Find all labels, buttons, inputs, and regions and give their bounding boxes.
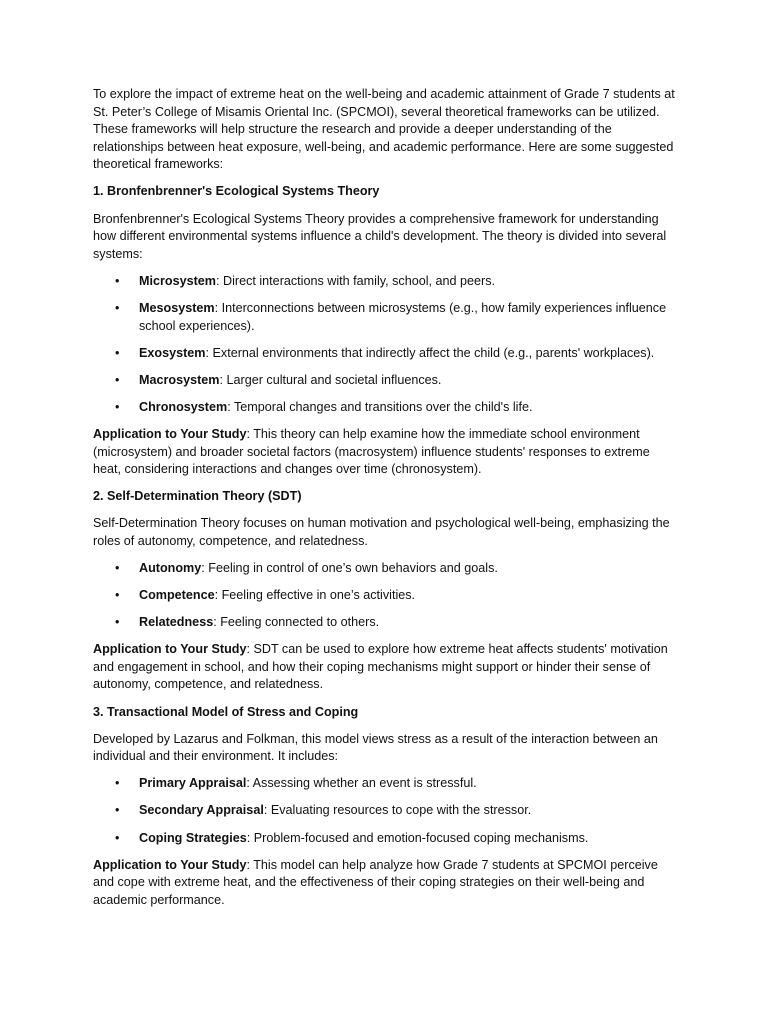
list-item-term: Coping Strategies — [139, 830, 247, 845]
list-item-term: Primary Appraisal — [139, 776, 247, 791]
list-item — [115, 300, 676, 335]
application-paragraph — [93, 426, 676, 479]
list-item-text: : Interconnections between microsystems (e.g., how family experiences influence school experiences). — [139, 300, 667, 333]
section-transactional-model — [93, 704, 676, 910]
list-item-term: Secondary Appraisal — [139, 803, 264, 818]
bullet-icon: • — [115, 830, 120, 845]
list-item-text: : Larger cultural and societal influences. — [219, 372, 442, 387]
bullet-icon: • — [115, 399, 120, 414]
section-ecological-systems — [93, 183, 676, 478]
list-item-text: : Assessing whether an event is stressful. — [246, 776, 477, 791]
bullet-icon: • — [115, 776, 120, 791]
list-item-text: : Feeling in control of one’s own behaviors and goals. — [201, 560, 498, 575]
list-item — [115, 372, 676, 390]
list-item — [115, 775, 676, 793]
application-label: Application to Your Study — [93, 426, 247, 441]
section-description: Bronfenbrenner's Ecological Systems Theory provides a comprehensive framework for understanding how different environmental systems influence a child's development. The theory is divided into several systems: — [93, 211, 667, 261]
bullet-icon: • — [115, 300, 120, 315]
bullet-icon: • — [115, 803, 120, 818]
section-heading: 2. Self-Determination Theory (SDT) — [93, 489, 302, 504]
list-item-text: : Feeling effective in one’s activities. — [214, 588, 416, 603]
list-item — [115, 273, 676, 291]
application-text: : This theory can help examine how the immediate school environment (microsystem) and broader societal factors (macrosystem) influence students' responses to extreme heat, considering interactions and changes over time (chronosystem). — [93, 426, 650, 477]
list-item — [115, 830, 676, 848]
list-item — [115, 614, 676, 632]
bullet-icon: • — [115, 273, 120, 288]
list-item-term: Relatedness — [139, 615, 214, 630]
list-item-term: Mesosystem — [139, 300, 215, 315]
application-label: Application to Your Study — [93, 857, 247, 872]
section-self-determination — [93, 488, 676, 694]
bullet-list — [93, 273, 676, 417]
list-item — [115, 399, 676, 417]
bullet-icon: • — [115, 560, 120, 575]
bullet-icon: • — [115, 588, 120, 603]
application-paragraph — [93, 857, 676, 910]
section-description: Self-Determination Theory focuses on human motivation and psychological well-being, emphasizing the roles of autonomy, competence, and relatedness. — [93, 516, 670, 548]
application-label: Application to Your Study — [93, 642, 247, 657]
section-description: Developed by Lazarus and Folkman, this model views stress as a result of the interaction between an individual and their environment. It includes: — [93, 731, 658, 764]
list-item-text: : Temporal changes and transitions over the child's life. — [227, 399, 533, 414]
list-item — [115, 345, 676, 363]
list-item-text: : Direct interactions with family, school, and peers. — [216, 273, 496, 288]
list-item — [115, 560, 676, 578]
list-item-text: : Problem-focused and emotion-focused coping mechanisms. — [246, 830, 589, 845]
bullet-icon: • — [115, 345, 120, 360]
list-item-term: Exosystem — [139, 345, 206, 360]
list-item-term: Competence — [139, 588, 215, 603]
list-item — [115, 802, 676, 820]
application-text: : This model can help analyze how Grade 7 students at SPCMOI perceive and cope with extreme heat, and the effectiveness of their coping strategies on their well-being and academic performance. — [93, 857, 658, 907]
bullet-icon: • — [115, 372, 120, 387]
bullet-list — [93, 775, 676, 847]
list-item-term: Autonomy — [139, 560, 202, 575]
application-text: : SDT can be used to explore how extreme heat affects students' motivation and engagement in school, and how their coping mechanisms might support or hinder their sense of autonomy, competence, and relatedness. — [93, 642, 668, 692]
list-item-term: Macrosystem — [139, 372, 220, 387]
list-item — [115, 587, 676, 605]
intro-paragraph: To explore the impact of extreme heat on the well-being and academic attainment of Grade 7 students at St. Peter’s College of Misamis Oriental Inc. (SPCMOI), several theoretical frameworks can be utilized. These frameworks will help structure the research and provide a deeper understanding of the relationships between heat exposure, well-being, and academic performance. Here are some suggested theoretical frameworks: — [93, 87, 675, 172]
bullet-icon: • — [115, 615, 120, 630]
list-item-text: : Evaluating resources to cope with the stressor. — [263, 803, 532, 818]
application-paragraph — [93, 641, 676, 694]
section-heading: 3. Transactional Model of Stress and Coping — [93, 704, 359, 719]
bullet-list — [93, 560, 676, 632]
list-item-term: Microsystem — [139, 273, 216, 288]
list-item-text: : Feeling connected to others. — [213, 615, 380, 630]
list-item-term: Chronosystem — [139, 399, 228, 414]
section-heading: 1. Bronfenbrenner's Ecological Systems Theory — [93, 184, 380, 199]
list-item-text: : External environments that indirectly affect the child (e.g., parents' workplaces). — [205, 345, 655, 360]
